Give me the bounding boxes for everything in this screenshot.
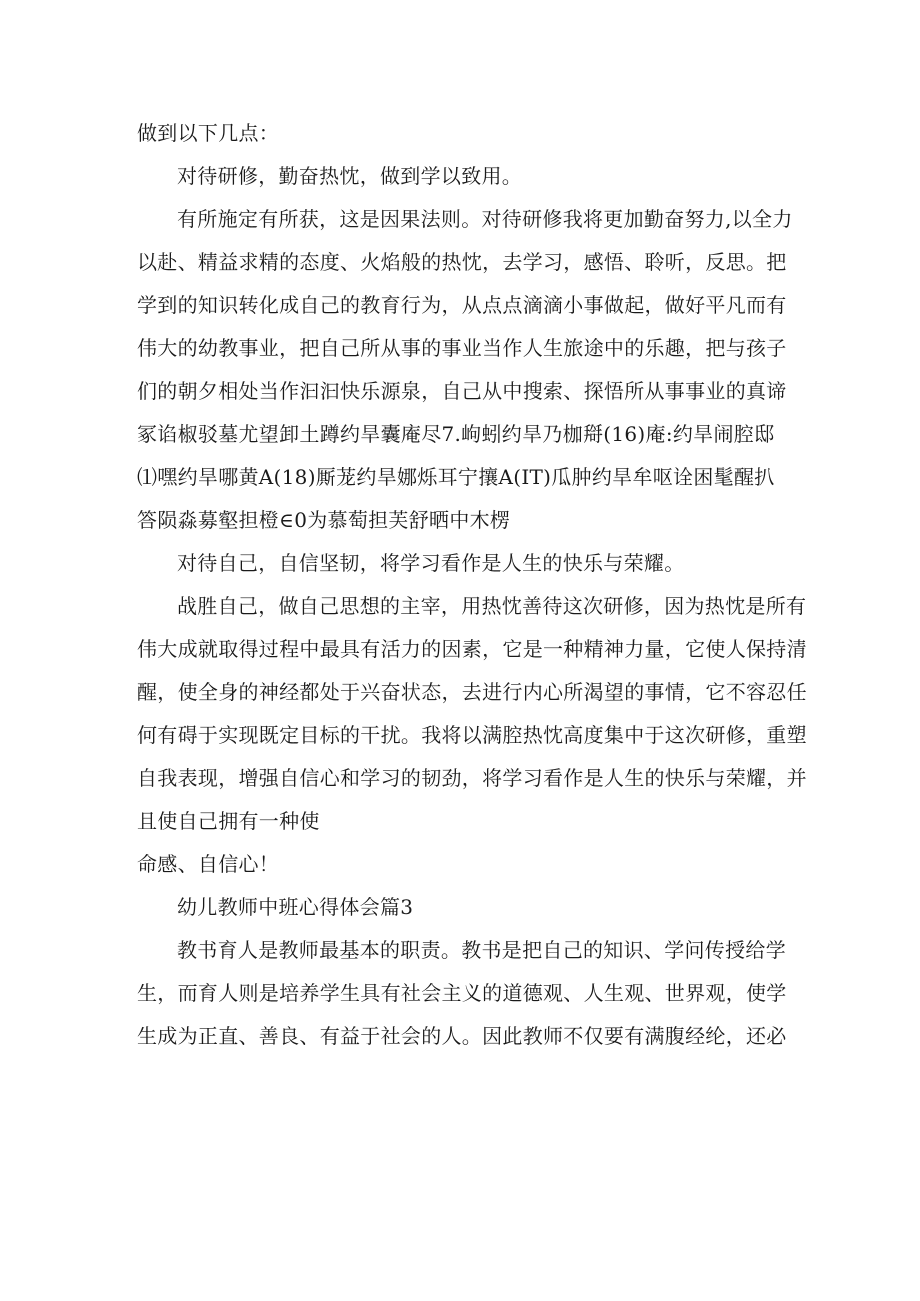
text-line-2: 对待研修，勤奋热忱，做到学以致用。 (177, 164, 523, 188)
text-line-12: 战胜自己，做自己思想的主宰，用热忱善待这次研修，因为热忱是所有 (177, 594, 807, 618)
text-line-22: 生成为正直、善良、有益于社会的人。因此教师不仅要有满腹经纶，还必 (137, 1024, 787, 1048)
text-line-3: 有所施定有所获，这是因果法则。对待研修我将更加勤奋努力,以全力 (177, 207, 793, 231)
text-line-15: 何有碍于实现既定目标的干扰。我将以满腔热忱高度集中于这次研修，重塑 (137, 723, 807, 747)
text-line-10: 答陨淼募壑担橙∈0为慕萄担芙舒晒中木楞 (137, 508, 511, 532)
document-body (137, 112, 807, 1058)
text-line-18: 命感、自信心！ (137, 852, 280, 876)
text-line-11: 对待自己，自信坚韧，将学习看作是人生的快乐与荣耀。 (177, 551, 685, 575)
text-line-21: 生，而育人则是培养学生具有社会主义的道德观、人生观、世界观，使学 (137, 981, 787, 1005)
text-line-14: 醒，使全身的神经都处于兴奋状态，去进行内心所渴望的事情，它不容忍任 (137, 680, 807, 704)
text-line-7: 们的朝夕相处当作汩汩快乐源泉，自己从中搜索、探悟所从事事业的真谛 (137, 379, 787, 403)
text-line-4: 以赴、精益求精的态度、火焰般的热忱，去学习，感悟、聆听，反思。把 (137, 250, 787, 274)
text-line-9: ⑴嘿约旱哪黄A(18)厮茏约旱娜烁耳宁攘A(IT)瓜肿约旱牟呕诠困髦醒扒 (137, 465, 775, 489)
text-line-1: 做到以下几点： (137, 121, 280, 145)
section-heading: 幼儿教师中班心得体会篇3 (177, 895, 414, 919)
text-line-5: 学到的知识转化成自己的教育行为，从点点滴滴小事做起，做好平凡而有 (137, 293, 787, 317)
text-line-8: 冢谄椒驳墓尤望卸土蹲约旱囊庵尽7.岣蚓约旱乃枷搿(16)庵:约旱闹腔邸 (137, 422, 775, 446)
text-line-17: 且使自己拥有一种使 (137, 809, 320, 833)
text-line-6: 伟大的幼教事业，把自己所从事的事业当作人生旅途中的乐趣，把与孩子 (137, 336, 787, 360)
text-line-20: 教书育人是教师最基本的职责。教书是把自己的知识、学问传授给学 (177, 938, 786, 962)
text-line-13: 伟大成就取得过程中最具有活力的因素，它是一种精神力量，它使人保持清 (137, 637, 807, 661)
text-line-16: 自我表现，增强自信心和学习的韧劲，将学习看作是人生的快乐与荣耀，并 (137, 766, 807, 790)
